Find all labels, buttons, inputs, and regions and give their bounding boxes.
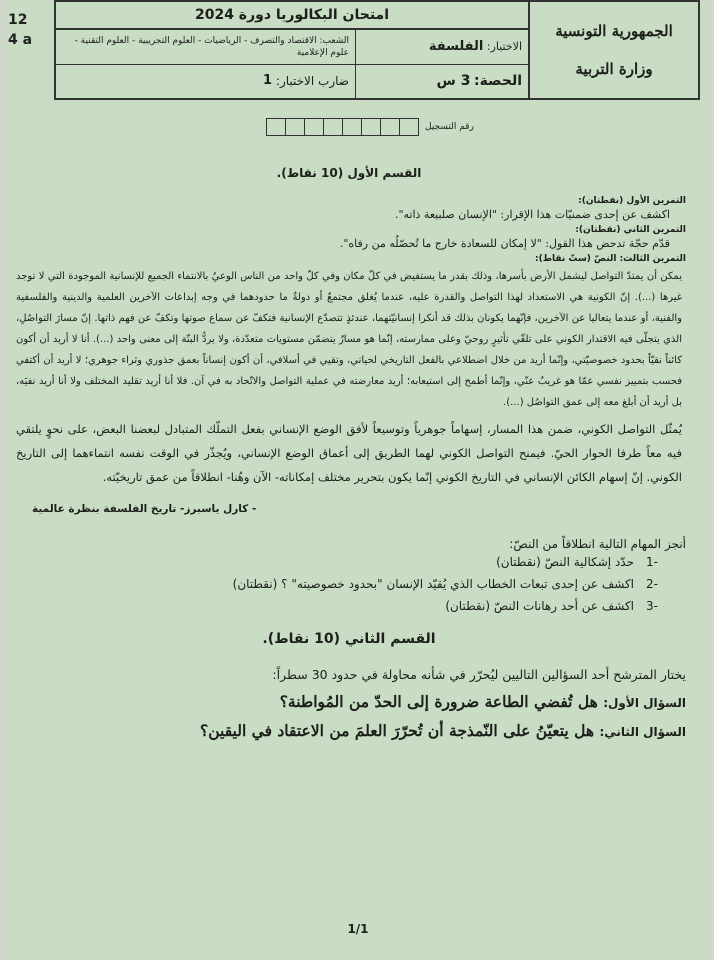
question-1-text: هل تُفضي الطاعة ضرورة إلى الحدّ من المُواطنة؟ [279, 692, 598, 711]
task-number: -1 [646, 555, 658, 569]
registration-box [362, 118, 381, 136]
registration-box [324, 118, 343, 136]
page-number: 1/1 [347, 922, 369, 936]
exercise3-title: التمرين الثالث: النصّ (ستّ نقاط): [534, 254, 686, 264]
registration-box [400, 118, 419, 136]
republic-name: الجمهورية التونسية [555, 22, 673, 40]
registration-box [286, 118, 305, 136]
task-number: -2 [646, 577, 658, 591]
header-authority [528, 2, 698, 98]
exam-sheet [8, 0, 708, 960]
exercise1-title: التمرين الأول (نقطتان): [578, 196, 686, 206]
part1-title: القسم الأول (10 نقاط). [276, 166, 422, 180]
registration-number [266, 118, 474, 136]
registration-box [343, 118, 362, 136]
question-2 [12, 721, 686, 740]
task-text: اكشف عن أحد رهانات النصّ (نقطتان) [445, 599, 634, 613]
exercise2-text: قدّم حجّة تدحض هذا القول: "لا إمكان للسعادة خارج ما تُحصّلُه من رفاه". [339, 237, 670, 250]
task-item [12, 599, 686, 613]
coef-cell [56, 65, 355, 99]
subject-label: الاختبار: [486, 40, 522, 54]
exam-content [12, 166, 686, 750]
registration-box [305, 118, 324, 136]
part2-intro: يختار المترشح أحد السؤالين التاليين ليُحرّر في شأنه محاولة في حدود 30 سطراً: [272, 667, 686, 682]
header-row-subject [56, 30, 528, 65]
coef-label: ضارب الاختبار: [275, 74, 349, 89]
exercise1-text: اكشف عن إحدى ضمنيّات هذا الإقرار: "الإنسان صلبيعة ذاته". [394, 208, 670, 221]
part2-title: القسم الثاني (10 نقاط). [262, 631, 436, 647]
task-text: حدّد إشكالية النصّ (نقطتان) [496, 555, 634, 569]
subject-cell [355, 30, 528, 64]
question-2-text: هل يتعيّنُ على النّمذجة أن تُحرّرَ العلمَ من الاعتقاد في اليقين؟ [200, 721, 595, 740]
margin-mark-2: 4 a [8, 32, 33, 48]
exercise2-title: التمرين الثاني (نقطتان): [575, 225, 686, 235]
tasks-intro: أنجز المهام التالية انطلاقاً من النصّ: [509, 537, 686, 551]
margin-mark-1: 12 [8, 12, 28, 28]
subject-value: الفلسفة [428, 39, 484, 55]
passage-source: - كارل ياسبرز- تاريخ الفلسفة بنظرة عالمية [32, 503, 257, 515]
text-passage-1: يمكن أن يمتدّ التواصل ليشمل الأرض بأسرها، وذلك بقدر ما يستفيض في كلّ مكان وفي كلّ واحد من الناس الوعيُ بالانتماء الجميع للإنسانية الموجودة التي لا توجد غيرها (...). إنّ الكونية هي الاستعداد لهذا التواصل والقدرة عليه، عندما يُغلق مجتمعٌ أو دولةٌ ما حدودهما في وجه إبداعات الآخرين العلمية والدينية والفلسفية والفنية، أو عندما يتعاليا عن الآخرين، فإنّهما يكونان بذلك قد أنكرا إنسانيّتهما، عندئذٍ تتصدّع الإنسانية فتكفّ عن سماع صوتها وتكفّ عن فهم ذاتها. إنّ مسارَ التواصُلِ، الذي يتجلّى فيه الاقتدار الكوني على تلقّي تأثيرٍ روحيّ وعلى ممارسته، إنّما هو مسارٌ يتضمّن مستويات متعدّدة، ولا يردُّ البتّة إلى معنى واحد (...). أنا لا أريد أن أكون كائناً نقيّاً بحدود خصوصيّتي، وإنّما أريد من خلال اضطلاعي بالفعل التاريخي لحياتي، وتقيي في أسلافي، أن أكون إنساناً بعمق جذوري وثراء جوهري؛ لا أريد أن أكتفي فحسب بتمييز نفسي عمّا هو غريبٌ عنّي، وإنّما أطمح إلى استيعابه؛ أريد معارضته في عملية التواصل والاتّحاد به في آن. فلا أنا أريد تقليد المختلف ولا أنا أريد نفيَه، بل أريد أن أبلغ معه إلى عمق التواصُل (...). [16, 271, 682, 408]
header-details [56, 2, 528, 98]
registration-boxes [266, 118, 419, 136]
registration-box [266, 118, 286, 136]
registration-box [381, 118, 400, 136]
exam-header [54, 0, 700, 100]
text-passage-2: يُمثّل التواصل الكوني، ضمن هذا المسار، إسهاماً جوهرياً وتوسيعاً لأفق الوضع الإنساني بفعل التملّك المتبادل لبعضنا البعض، على نحوٍ يلتقي فيه معاً طرفا الحوار الحيّ. فيمنح التواصل الكوني لهما الطريق إلى أعماق الوضع الإنساني، ويُجذّر في الوقت نفسه انتماءهما إلى التاريخ الكوني. إنّ إسهام الكائن الإنساني في التاريخ الكوني إنّما يكون بتحرير مختلف إمكاناته- الآن وهُنا- انطلاقاً من عمق تاريخيّته. [16, 422, 682, 484]
exam-title: امتحان البكالوريا دورة 2024 [56, 2, 528, 30]
task-item [12, 555, 686, 569]
question-1-label: السؤال الأول: [603, 696, 686, 710]
task-text: اكشف عن إحدى تبعات الخطاب الذي يُقيّد الإنسان "بحدود خصوصيته" ؟ (نقطتان) [232, 577, 634, 591]
coef-value: 1 [263, 73, 273, 89]
streams-cell: الشعب: الاقتصاد والتصرف - الرياضيات - العلوم التجريبية - العلوم التقنية - علوم الإعلامية [74, 35, 349, 58]
task-number: -3 [646, 599, 658, 613]
ministry-name: وزارة التربية [575, 60, 653, 78]
duration-value: 3 س [436, 73, 471, 90]
duration-label: الحصة: [473, 73, 522, 90]
question-1 [12, 692, 686, 711]
registration-label: رقم التسجيل [425, 122, 474, 132]
question-2-label: السؤال الثاني: [599, 725, 686, 739]
task-item [12, 577, 686, 591]
header-row-duration [56, 65, 528, 99]
duration-cell [355, 65, 528, 99]
